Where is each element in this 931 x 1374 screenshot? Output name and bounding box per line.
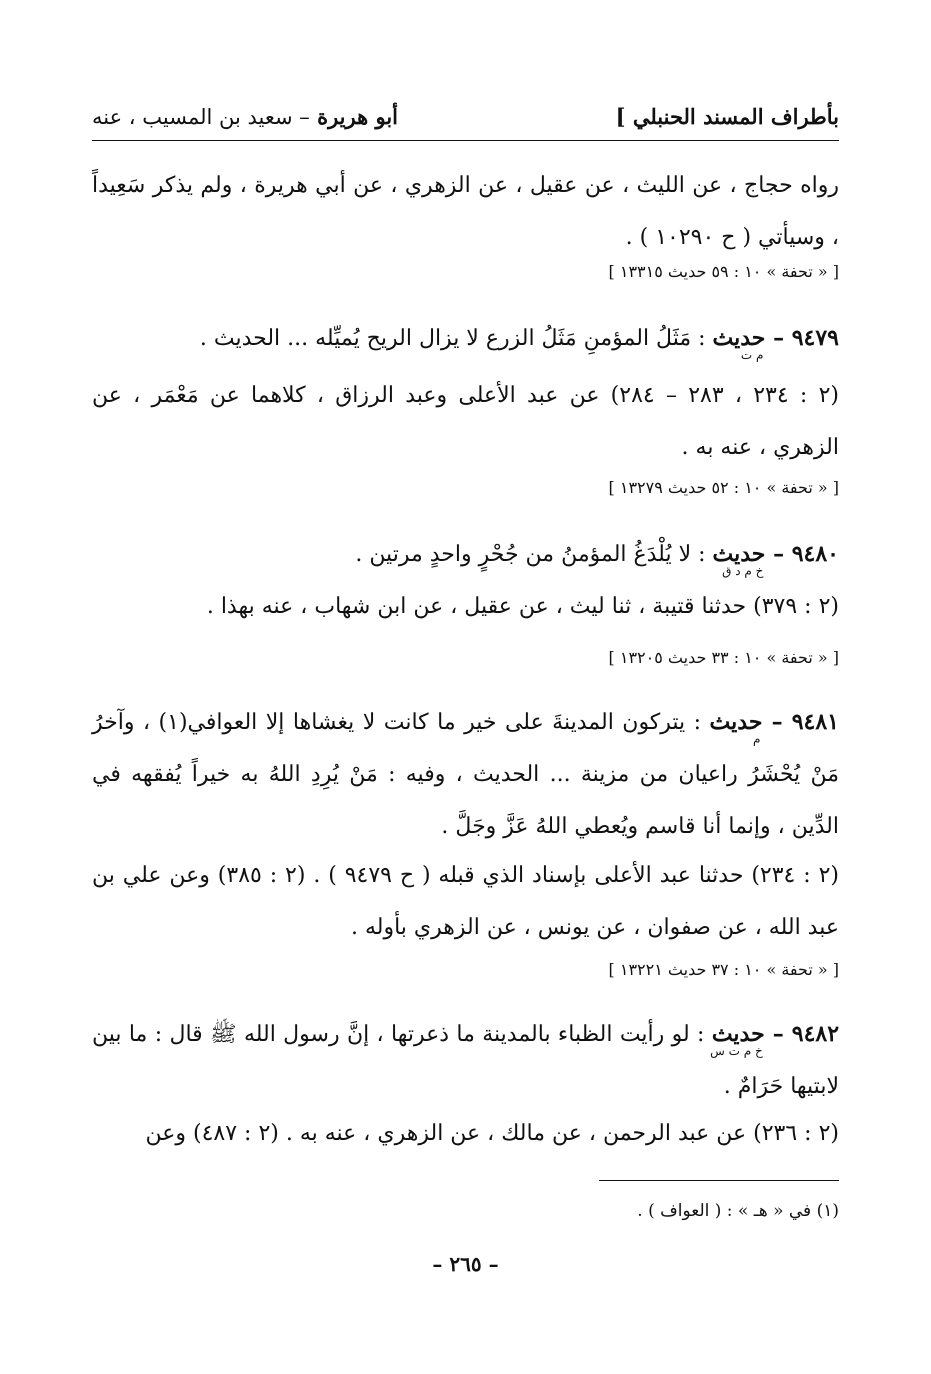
hadith-9481: ٩٤٨١ – حديث م : يتركون المدينةَ على خير ما كانت لا يغشاها إلا العوافي(١) ، وآخرُ مَنْ يُحْشَرُ راعيان من مزينة ... الحديث ، وفيه : مَنْ يُرِدِ اللهُ به خيراً يُفقهه في الدِّين ، وإنما أنا قاسم ويُعطي اللهُ عَزَّ وجَلَّ . [92,709,839,839]
hadith-text: : مَثَلُ المؤمنِ مَثَلُ الزرع لا يزال الريح يُميِّله ... الحديث . [199,326,713,351]
running-header [92,96,839,136]
paragraph: (٢ : ٢٣٦) عن عبد الرحمن ، عن مالك ، عن الزهري ، عنه به . (٢ : ٤٨٧) وعن [145,1121,839,1146]
hadith-text: : لا يُلْدَغُ المؤمنُ من جُحْرٍ واحدٍ مرتين . [355,542,713,567]
source-sigla: خ م د ق [722,564,764,578]
source-sigla: خ م ت س [710,1044,763,1058]
paragraph: (٢ : ٢٣٤ ، ٢٨٣ – ٢٨٤) عن عبد الأعلى وعبد الرزاق ، كلاهما عن مَعْمَر ، عن الزهري ، عنه به . [92,383,839,460]
page-number: – ٢٦٥ – [432,1252,499,1276]
header-narrator: أبو هريرة [317,103,399,129]
footnote: (١) في « هـ » : ( العواف ) . [637,1201,839,1221]
paragraph: (٢ : ٢٣٤) حدثنا عبد الأعلى بإسناد الذي قبله ( ح ٩٤٧٩ ) . (٢ : ٣٨٥) وعن علي بن عبد الله ، عن صفوان ، عن يونس ، عن الزهري بأوله . [92,863,839,940]
source-sigla: م ت [740,348,764,362]
tuhfa-reference: [ « تحفة » ١٠ : ٣٧ حديث ١٣٢٢١ ] [608,960,839,979]
hadith-label: حديث خ م د ق [712,541,766,578]
hadith-9482: ٩٤٨٢ – حديث خ م ت س : لو رأيت الظباء بالمدينة ما ذعرتها ، إنَّ رسول الله ﷺ قال : ما بين لابتيها حَرَامٌ . [92,1021,840,1099]
header-book-title: بأطراف المسند الحنبلي ] [615,103,839,129]
hadith-number: ٩٤٨٢ [791,1021,840,1047]
hadith-text: : لو رأيت الظباء بالمدينة ما ذعرتها ، إنَّ رسول الله ﷺ قال : ما بين لابتيها حَرَامٌ . [92,1022,839,1099]
paragraph: رواه حجاج ، عن الليث ، عن عقيل ، عن الزهري ، عن أبي هريرة ، ولم يذكر سَعِيداً ، وسيأتي ( ح ١٠٢٩٠ ) . [92,173,839,250]
hadith-9479: ٩٤٧٩ – حديث م ت : مَثَلُ المؤمنِ مَثَلُ الزرع لا يزال الريح يُميِّله ... الحديث . [199,325,839,362]
hadith-label: حديث م [709,709,763,746]
hadith-number: ٩٤٨٠ [791,541,839,567]
paragraph: (٢ : ٣٧٩) حدثنا قتيبة ، ثنا ليث ، عن عقيل ، عن ابن شهاب ، عنه بهذا . [206,594,839,619]
header-rule [92,140,839,141]
footnote-rule [599,1180,839,1181]
tuhfa-reference: [ « تحفة » ١٠ : ٥٩ حديث ١٣٣١٥ ] [608,262,839,281]
header-chain: – سعيد بن المسيب ، عنه [92,104,310,129]
hadith-number: ٩٤٨١ [791,709,839,735]
tuhfa-reference: [ « تحفة » ١٠ : ٣٣ حديث ١٣٢٠٥ ] [608,648,839,667]
hadith-label: حديث خ م ت س [710,1021,765,1058]
tuhfa-reference: [ « تحفة » ١٠ : ٥٢ حديث ١٣٢٧٩ ] [608,478,839,497]
hadith-number: ٩٤٧٩ [791,325,839,351]
hadith-label: حديث م ت [712,325,766,362]
hadith-text: : يتركون المدينةَ على خير ما كانت لا يغشاها إلا العوافي(١) ، وآخرُ مَنْ يُحْشَرُ راعيان من مزينة ... الحديث ، وفيه : مَنْ يُرِدِ اللهُ به خيراً يُفقهه في الدِّين ، وإنما أنا قاسم ويُعطي اللهُ عَزَّ وجَلَّ . [92,710,839,839]
header-section-title [92,104,398,129]
source-sigla: م [752,732,761,746]
hadith-9480: ٩٤٨٠ – حديث خ م د ق : لا يُلْدَغُ المؤمنُ من جُحْرٍ واحدٍ مرتين . [355,541,839,578]
